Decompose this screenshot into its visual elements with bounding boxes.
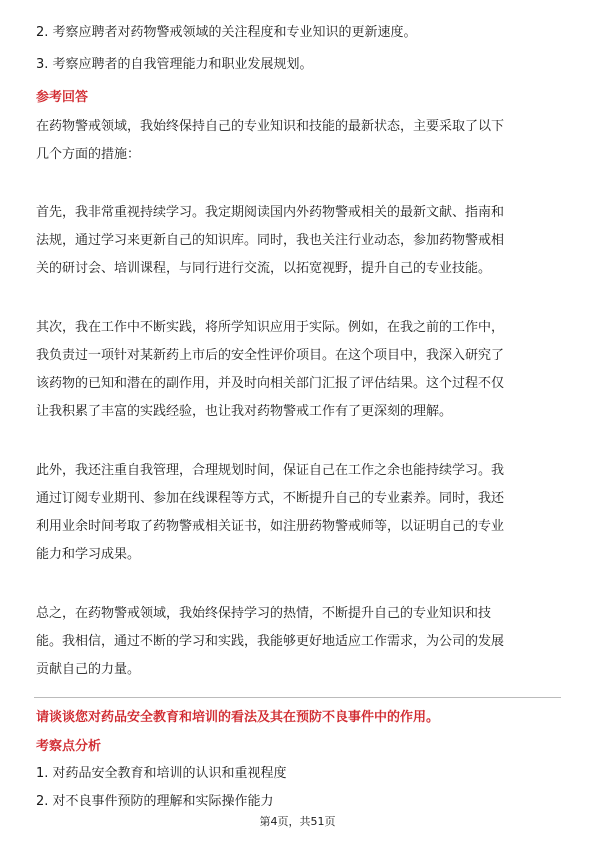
list-item: 2. 对不良事件预防的理解和实际操作能力 (36, 794, 274, 809)
page-number: 第4页，共51页 (259, 815, 336, 828)
section-divider (34, 697, 561, 698)
paragraph-line: 首先，我非常重视持续学习。我定期阅读国内外药物警戒相关的最新文献、指南和 (36, 205, 505, 220)
paragraph-line: 在药物警戒领域，我始终保持自己的专业知识和技能的最新状态，主要采取了以下 (36, 119, 505, 134)
list-item: 1. 对药品安全教育和培训的认识和重视程度 (36, 766, 287, 781)
paragraph-line: 能。我相信，通过不断的学习和实践，我能够更好地适应工作需求，为公司的发展 (36, 634, 505, 649)
answer-heading: 参考回答 (36, 90, 89, 105)
list-item: 3. 考察应聘者的自我管理能力和职业发展规划。 (36, 57, 313, 72)
paragraph-line: 利用业余时间考取了药物警戒相关证书，如注册药物警戒师等，以证明自己的专业 (36, 519, 505, 534)
paragraph-line: 该药物的已知和潜在的副作用，并及时向相关部门汇报了评估结果。这个过程不仅 (36, 376, 505, 391)
paragraph-line: 让我积累了丰富的实践经验，也让我对药物警戒工作有了更深刻的理解。 (36, 404, 453, 419)
list-item: 2. 考察应聘者对药物警戒领域的关注程度和专业知识的更新速度。 (36, 25, 417, 40)
paragraph-line: 贡献自己的力量。 (36, 662, 141, 677)
paragraph-line: 几个方面的措施： (36, 147, 141, 162)
paragraph-line: 总之，在药物警戒领域，我始终保持学习的热情，不断提升自己的专业知识和技 (36, 606, 492, 621)
paragraph-line: 我负责过一项针对某新药上市后的安全性评价项目。在这个项目中，我深入研究了 (36, 348, 505, 363)
paragraph-line: 其次，我在工作中不断实践，将所学知识应用于实际。例如，在我之前的工作中， (36, 320, 505, 335)
paragraph-line: 法规，通过学习来更新自己的知识库。同时，我也关注行业动态，参加药物警戒相 (36, 233, 505, 248)
paragraph-line: 关的研讨会、培训课程，与同行进行交流，以拓宽视野，提升自己的专业技能。 (36, 261, 492, 276)
paragraph-line: 此外，我还注重自我管理，合理规划时间，保证自己在工作之余也能持续学习。我 (36, 463, 505, 478)
paragraph-line: 能力和学习成果。 (36, 547, 141, 562)
question-heading: 请谈谈您对药品安全教育和培训的看法及其在预防不良事件中的作用。 (36, 710, 440, 725)
analysis-heading: 考察点分析 (36, 739, 102, 754)
paragraph-line: 通过订阅专业期刊、参加在线课程等方式，不断提升自己的专业素养。同时，我还 (36, 491, 505, 506)
